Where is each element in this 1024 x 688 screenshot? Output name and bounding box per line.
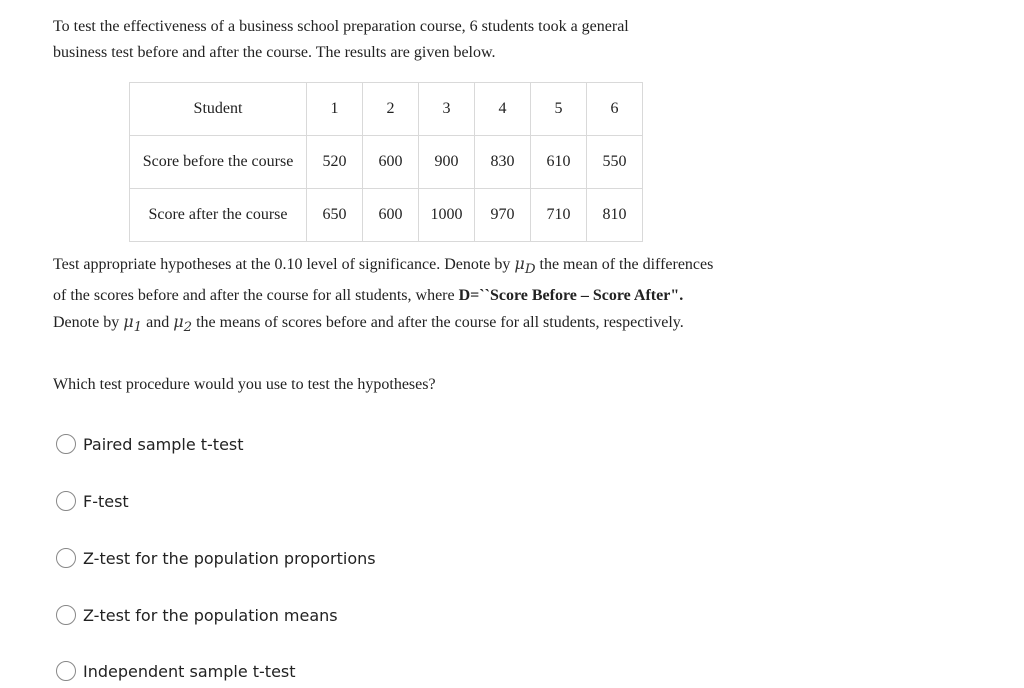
mu-d-symbol: $\mu_D$ — [514, 254, 536, 278]
difference-definition: D=``Score Before – Score After". — [458, 287, 684, 305]
radio-button-icon[interactable] — [56, 605, 76, 625]
table-cell: 600 — [363, 189, 419, 242]
option-paired-t-test[interactable] — [56, 434, 244, 454]
intro-line-1: To test the effectiveness of a business school preparation course, 6 students took a general — [53, 18, 629, 35]
option-z-test-proportions[interactable] — [56, 548, 376, 568]
table-cell: 830 — [475, 136, 531, 189]
question-text: Denote by — [53, 314, 120, 332]
scores-table — [129, 82, 643, 242]
option-label: Paired sample t-test — [83, 434, 244, 454]
radio-button-icon[interactable] — [56, 491, 76, 511]
table-row-before — [130, 136, 643, 189]
question-text: the mean of the — [539, 256, 639, 273]
question-text: Test appropriate hypotheses at the 0.10 level of significance. Denote by — [53, 256, 511, 273]
table-header-row — [130, 83, 643, 136]
table-header-cell: 2 — [363, 83, 419, 136]
table-row-after — [130, 189, 643, 242]
table-cell: 550 — [587, 136, 643, 189]
option-z-test-means[interactable] — [56, 605, 338, 625]
question-text: differences of the scores before and after the course for all students, where — [53, 256, 714, 305]
intro-line-2: business test before and after the course. The results are given below. — [53, 44, 496, 61]
question-prompt: Which test procedure would you use to test the hypotheses? — [53, 376, 436, 393]
question-text: and — [146, 314, 170, 332]
table-cell: 650 — [307, 189, 363, 242]
radio-button-icon[interactable] — [56, 548, 76, 568]
problem-intro — [53, 14, 753, 66]
table-cell: 970 — [475, 189, 531, 242]
table-header-cell: 6 — [587, 83, 643, 136]
table-cell: 600 — [363, 136, 419, 189]
question-text: the means of scores before and after the course for all students, respectively. — [196, 314, 684, 332]
table-header-cell: 4 — [475, 83, 531, 136]
option-label: F-test — [83, 491, 129, 511]
option-f-test[interactable] — [56, 491, 129, 511]
radio-button-icon[interactable] — [56, 434, 76, 454]
row-label: Score before the course — [130, 136, 307, 189]
table-cell: 610 — [531, 136, 587, 189]
option-label: Independent sample t-test — [83, 661, 296, 681]
table-cell: 520 — [307, 136, 363, 189]
table-cell: 1000 — [419, 189, 475, 242]
option-label: Z-test for the population means — [83, 605, 338, 625]
mu-1-symbol: $\mu_1$ — [123, 312, 143, 336]
table-header-cell: 3 — [419, 83, 475, 136]
table-cell: 900 — [419, 136, 475, 189]
table-header-cell: 1 — [307, 83, 363, 136]
hypothesis-question — [53, 251, 723, 341]
option-independent-t-test[interactable] — [56, 661, 296, 681]
table-cell: 710 — [531, 189, 587, 242]
table-cell: 810 — [587, 189, 643, 242]
option-label: Z-test for the population proportions — [83, 548, 376, 568]
radio-button-icon[interactable] — [56, 661, 76, 681]
mu-2-symbol: $\mu_2$ — [173, 312, 193, 336]
table-header-label: Student — [130, 83, 307, 136]
row-label: Score after the course — [130, 189, 307, 242]
table-header-cell: 5 — [531, 83, 587, 136]
